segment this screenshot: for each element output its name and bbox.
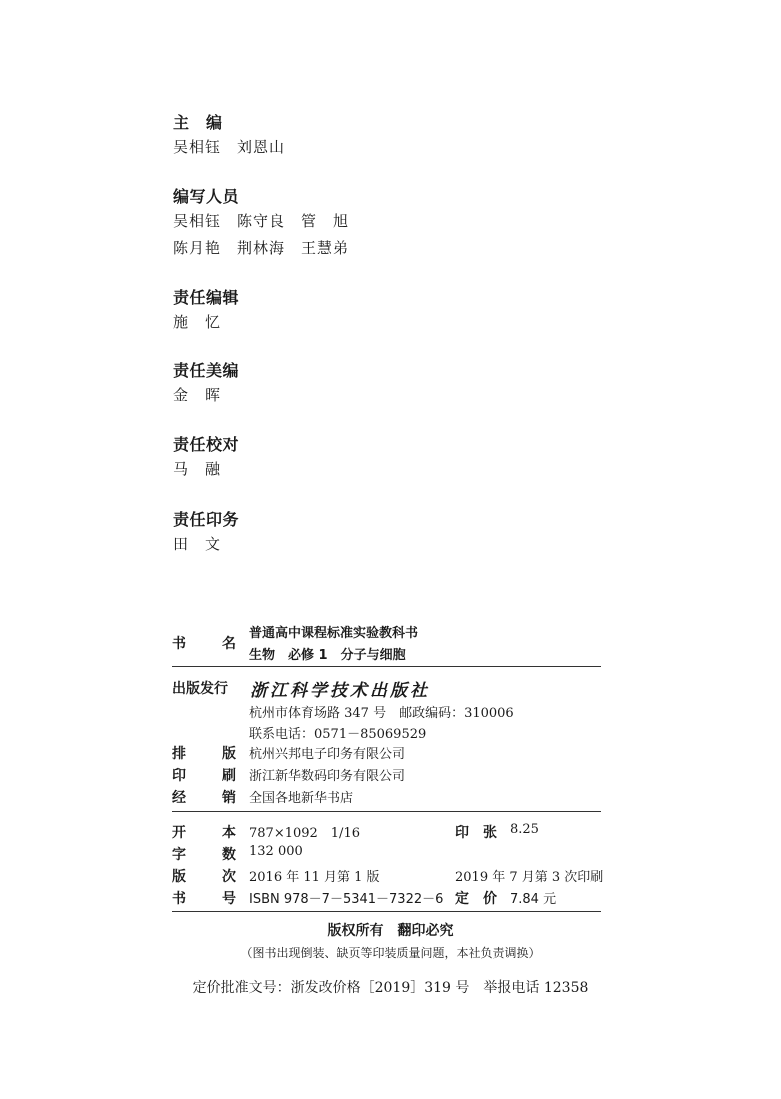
publisher-phone: 联系电话：0571－85069529 [249,727,427,742]
art-editor-names: 金 晖 [173,386,222,404]
isbn-label-char1: 书 [172,891,186,907]
writers-names-line2: 陈月艳 荆林海 王慧弟 [173,239,350,257]
format-label-char2: 本 [222,825,236,841]
format-value: 787×1092 1/16 [249,826,360,841]
distributor-value: 全国各地新华书店 [249,791,354,806]
proofreader-heading: 责任校对 [173,435,240,454]
art-editor-heading: 责任美编 [173,361,240,380]
publisher-address: 杭州市体育场路 347 号 邮政编码：310006 [249,706,514,721]
typeset-label-char2: 版 [222,746,236,762]
writers-names-line1: 吴相钰 陈守良 管 旭 [173,212,350,230]
book-title-line1: 普通高中课程标准实验教科书 [249,626,419,641]
isbn-label-char2: 号 [222,891,236,907]
print-label-char1: 印 [172,768,186,784]
word-count-label-char1: 字 [172,847,186,863]
edition-label [172,866,236,886]
price-label [455,888,497,908]
price-label-char2: 价 [483,891,497,907]
book-title-line2: 生物 必修 1 分子与细胞 [249,648,406,663]
edition-label-char2: 次 [222,869,236,885]
title-label-char1: 书 [172,636,186,652]
writers-heading: 编写人员 [173,187,240,206]
edition-value: 2016 年 11 月第 1 版 [249,870,380,885]
print-label [172,765,236,785]
distributor-label-char1: 经 [172,790,186,806]
quality-notice: （图书出现倒装、缺页等印装质量问题，本社负责调换） [240,946,541,960]
print-manager-names: 田 文 [173,535,222,553]
price-value: 7.84 元 [510,892,557,907]
price-approval-line: 定价批准文号：浙发改价格［2019］319 号 举报电话 12358 [192,980,589,996]
title-label-char2: 名 [222,636,236,652]
responsible-editor-names: 施 忆 [173,313,222,331]
word-count-label-char2: 数 [222,847,236,863]
typeset-label [172,743,236,763]
distributor-label [172,787,236,807]
typeset-value: 杭州兴邦电子印务有限公司 [249,747,406,762]
printing-value: 2019 年 7 月第 3 次印刷 [455,870,604,885]
isbn-value: ISBN 978－7－5341－7322－6 [249,892,444,907]
sheets-label-char1: 印 [455,825,469,841]
editor-in-chief-heading: 主 编 [173,113,223,132]
sheets-label [455,822,497,842]
price-label-char1: 定 [455,891,469,907]
editor-in-chief-names: 吴相钰 刘恩山 [173,138,286,156]
divider-2 [172,811,601,812]
distributor-label-char2: 销 [222,790,236,806]
sheets-value: 8.25 [510,822,539,837]
print-label-char2: 刷 [222,768,236,784]
title-label [172,633,236,653]
word-count-value: 132 000 [249,844,303,859]
print-value: 浙江新华数码印务有限公司 [249,769,406,784]
divider-1 [172,666,601,667]
sheets-label-char2: 张 [483,825,497,841]
proofreader-names: 马 融 [173,460,222,478]
print-manager-heading: 责任印务 [173,510,240,529]
responsible-editor-heading: 责任编辑 [173,288,240,307]
format-label [172,822,236,842]
isbn-label [172,888,236,908]
word-count-label [172,844,236,864]
publisher-label: 出版发行 [172,681,228,697]
copyright-notice: 版权所有 翻印必究 [327,923,454,939]
typeset-label-char1: 排 [172,746,186,762]
publisher-name: 浙江科学技术出版社 [250,681,430,701]
divider-3 [172,911,601,912]
edition-label-char1: 版 [172,869,186,885]
format-label-char1: 开 [172,825,186,841]
